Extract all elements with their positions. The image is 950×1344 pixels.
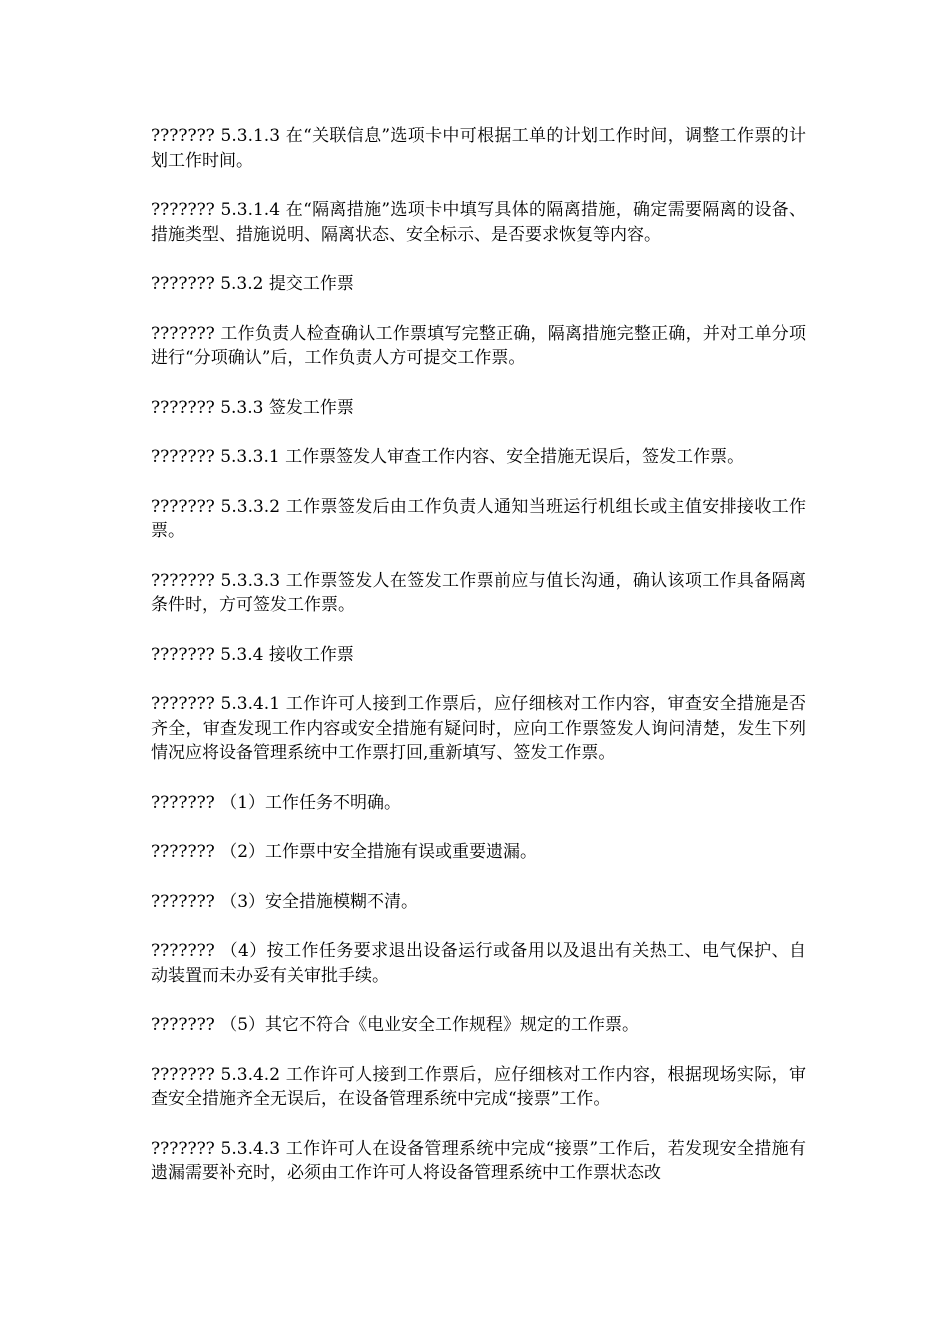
paragraph-5-3-1-4: ??????? 5.3.1.4 在“隔离措施”选项卡中填写具体的隔离措施，确定需要隔离的设备、措施类型、措施说明、隔离状态、安全标示、是否要求恢复等内容。 <box>151 200 806 245</box>
paragraph-5-3-3-1: ??????? 5.3.3.1 工作票签发人审查工作内容、安全措施无误后，签发工作票。 <box>151 447 745 467</box>
paragraph-5-3-1-3: ??????? 5.3.1.3 在“关联信息”选项卡中可根据工单的计划工作时间，调整工作票的计划工作时间。 <box>151 126 806 171</box>
paragraph-submit-ticket: ??????? 工作负责人检查确认工作票填写完整正确，隔离措施完整正确，并对工单分项进行“分项确认”后，工作负责人方可提交工作票。 <box>151 323 806 368</box>
paragraph-5-3-3-2: ??????? 5.3.3.2 工作票签发后由工作负责人通知当班运行机组长或主值安排接收工作票。 <box>151 496 806 541</box>
heading-5-3-3: ??????? 5.3.3 签发工作票 <box>151 397 354 418</box>
paragraph-5-3-4-1: ??????? 5.3.4.1 工作许可人接到工作票后，应仔细核对工作内容，审查安全措施是否齐全，审查发现工作内容或安全措施有疑问时，应向工作票签发人询问清楚，发生下列情况应将设备管理系统中工作票打回,重新填写、签发工作票。 <box>151 694 806 763</box>
list-item-3: ??????? （3）安全措施模糊不清。 <box>151 891 419 912</box>
list-item-5: ??????? （5）其它不符合《电业安全工作规程》规定的工作票。 <box>151 1015 640 1035</box>
list-item-2: ??????? （2）工作票中安全措施有误或重要遗漏。 <box>151 842 538 862</box>
paragraph-5-3-3-3: ??????? 5.3.3.3 工作票签发人在签发工作票前应与值长沟通，确认该项工作具备隔离条件时，方可签发工作票。 <box>151 570 806 615</box>
document-body <box>151 124 806 1211</box>
heading-5-3-4: ??????? 5.3.4 接收工作票 <box>151 644 354 665</box>
list-item-1: ??????? （1）工作任务不明确。 <box>151 792 402 813</box>
paragraph-5-3-4-2: ??????? 5.3.4.2 工作许可人接到工作票后，应仔细核对工作内容，根据现场实际，审查安全措施齐全无误后，在设备管理系统中完成“接票”工作。 <box>151 1064 806 1109</box>
list-item-4: ??????? （4）按工作任务要求退出设备运行或备用以及退出有关热工、电气保护、自动装置而未办妥有关审批手续。 <box>151 941 806 986</box>
paragraph-5-3-4-3: ??????? 5.3.4.3 工作许可人在设备管理系统中完成“接票”工作后，若发现安全措施有遗漏需要补充时，必须由工作许可人将设备管理系统中工作票状态改 <box>151 1138 806 1183</box>
heading-5-3-2: ??????? 5.3.2 提交工作票 <box>151 274 354 294</box>
